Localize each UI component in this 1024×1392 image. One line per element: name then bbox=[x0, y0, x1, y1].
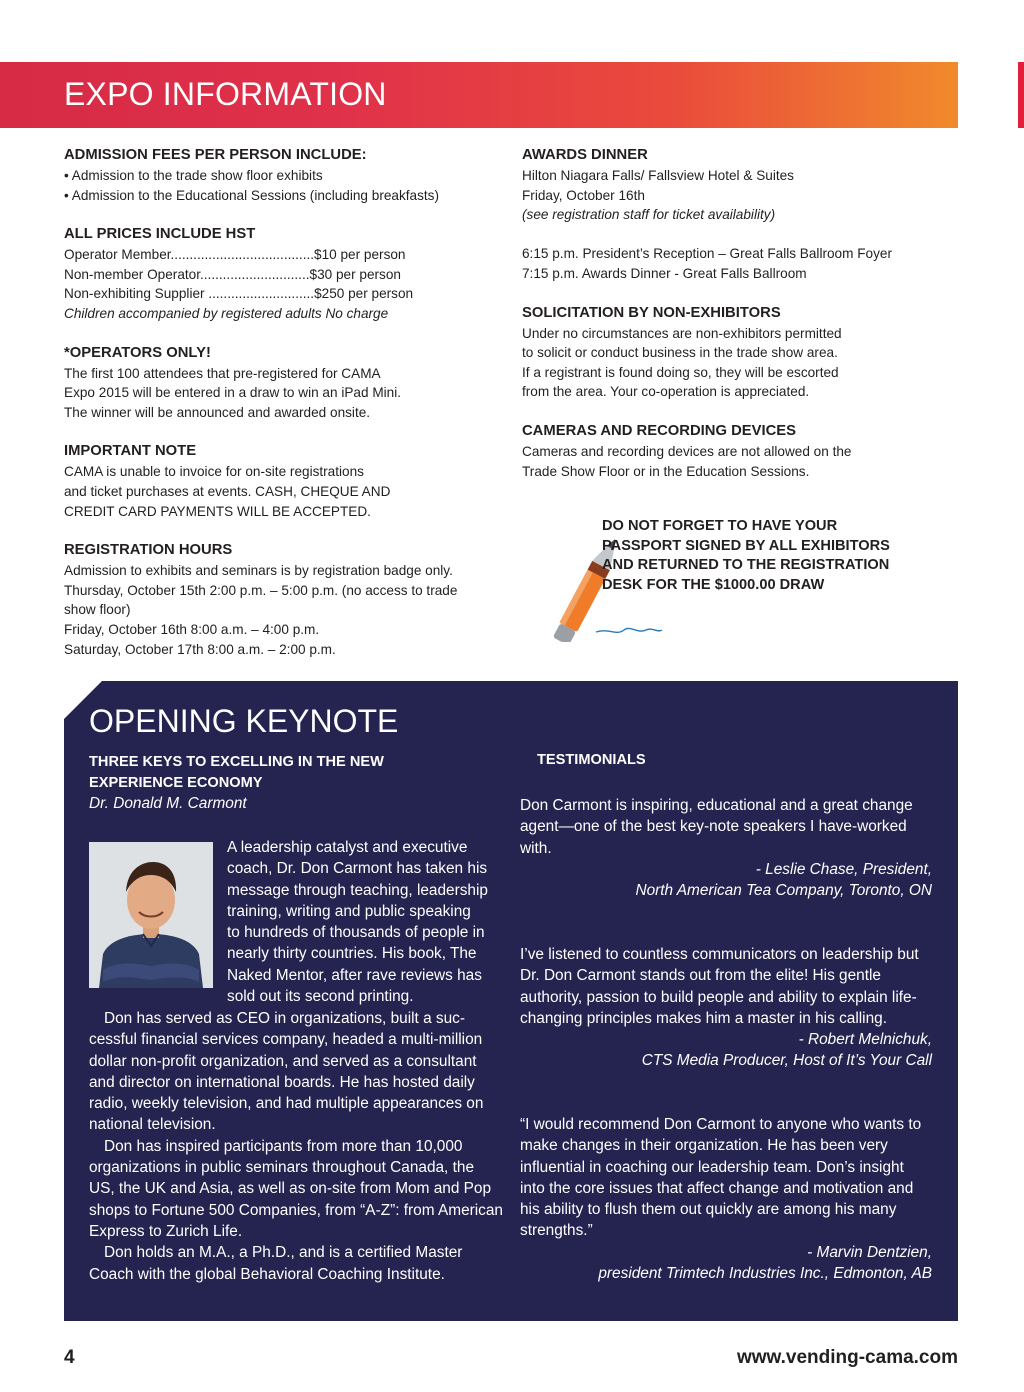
testimonial-name: - Marvin Dentzien, bbox=[807, 1243, 932, 1261]
dinner-line: Friday, October 16th bbox=[522, 187, 645, 203]
bio-paragraph: Don has served as CEO in organizations, built a suc-cessful financial services company, headed a multi-million dollar non-profit organization, and served as a consultant and director on international boards. He has hosted daily radio, weekly television, and had multiple appearances on national television. bbox=[89, 1010, 484, 1134]
dinner-note: (see registration staff for ticket availability) bbox=[522, 207, 776, 223]
keynote-author: Dr. Donald M. Carmont bbox=[89, 795, 247, 812]
speaker-photo bbox=[89, 842, 213, 988]
dinner-schedule-line: 6:15 p.m. President’s Reception – Great Falls Ballroom Foyer bbox=[522, 246, 892, 262]
important-line: and ticket purchases at events. CASH, CHEQUE AND bbox=[64, 483, 391, 499]
keynote-subtitle bbox=[89, 752, 449, 795]
keynote-bio bbox=[89, 1008, 503, 1285]
bio-line: to hundreds of thousands of people in bbox=[227, 924, 485, 942]
testimonial bbox=[520, 944, 932, 1072]
bio-paragraph: Don has inspired participants from more than 10,000 organizations in public seminars throughout Canada, the US, the UK and Asia, as well as on-site from Mom and Pop shops to Fortune 500 Companies, from “A-Z”: from American Express to Zurich Life. bbox=[89, 1137, 503, 1240]
solicitation-line: to solicit or conduct business in the trade show area. bbox=[522, 345, 838, 361]
testimonial-org: North American Tea Company, Toronto, ON bbox=[635, 882, 932, 900]
passport-reminder bbox=[602, 517, 952, 595]
hours-line: Saturday, October 17th 8:00 a.m. – 2:00 p.m. bbox=[64, 641, 336, 657]
website-link[interactable]: www.vending-cama.com bbox=[736, 1347, 958, 1368]
keynote-title: OPENING KEYNOTE bbox=[89, 703, 399, 739]
testimonial-text: “I would recommend Don Carmont to anyone who wants to make changes in their organization. He has been very influential in coaching our leadership team. Don’s insight into the core issues that affect change and motivation and his ability to flush them out quickly are among his many strengths.” bbox=[520, 1116, 922, 1240]
solicitation-line: If a registrant is found doing so, they will be escorted bbox=[522, 364, 839, 380]
bio-line: A leadership catalyst and executive bbox=[227, 839, 468, 856]
important-line: CREDIT CARD PAYMENTS WILL BE ACCEPTED. bbox=[64, 503, 371, 519]
passport-line: PASSPORT SIGNED BY ALL EXHIBITORS bbox=[602, 537, 890, 554]
operators-line: The first 100 attendees that pre-registered for CAMA bbox=[64, 365, 381, 381]
operators-line: The winner will be announced and awarded onsite. bbox=[64, 404, 371, 420]
side-accent-strip bbox=[1018, 62, 1024, 128]
testimonial bbox=[520, 1114, 932, 1284]
banner-title: EXPO INFORMATION bbox=[64, 76, 387, 112]
page-number: 4 bbox=[64, 1347, 75, 1368]
important-line: CAMA is unable to invoice for on-site registrations bbox=[64, 464, 364, 480]
keynote-subtitle-line: EXPERIENCE ECONOMY bbox=[89, 775, 263, 792]
operators-line: Expo 2015 will be entered in a draw to win an iPad Mini. bbox=[64, 385, 402, 401]
bio-line: coach, Dr. Don Carmont has taken his bbox=[227, 860, 488, 878]
testimonials-heading: TESTIMONIALS bbox=[537, 752, 646, 768]
cameras-line: Trade Show Floor or in the Education Sessions. bbox=[522, 463, 810, 479]
testimonial-name: - Robert Melnichuk, bbox=[798, 1031, 932, 1049]
dinner-schedule-line: 7:15 p.m. Awards Dinner - Great Falls Ballroom bbox=[522, 265, 807, 281]
passport-line: DESK FOR THE $1000.00 DRAW bbox=[602, 576, 825, 593]
price-line: Non-member Operator.............................$30 per person bbox=[64, 266, 401, 282]
solicitation-line: Under no circumstances are non-exhibitors permitted bbox=[522, 325, 842, 341]
testimonial-org: CTS Media Producer, Host of It’s Your Call bbox=[641, 1052, 932, 1070]
cameras-line: Cameras and recording devices are not allowed on the bbox=[522, 443, 852, 459]
hours-line: Friday, October 16th 8:00 a.m. – 4:00 p.m. bbox=[64, 621, 320, 637]
bio-line: nearly thirty countries. His book, The bbox=[227, 945, 477, 963]
dinner-line: Hilton Niagara Falls/ Fallsview Hotel & Suites bbox=[522, 168, 794, 183]
testimonial-text: I’ve listened to countless communicators on leadership but Dr. Don Carmont stands out from the elite! His gentle authority, passion to build people and ability to explain life-changing principles makes him a master in his calling. bbox=[520, 946, 919, 1027]
price-line: Operator Member......................................$10 per person bbox=[64, 247, 406, 263]
bio-paragraph: Don holds an M.A., a Ph.D., and is a certified Master Coach with the global Behavioral Coaching Institute. bbox=[89, 1244, 463, 1283]
solicitation-heading: SOLICITATION BY NON-EXHIBITORS bbox=[522, 304, 781, 321]
hours-line: Admission to exhibits and seminars is by registration badge only. bbox=[64, 563, 453, 579]
important-heading: IMPORTANT NOTE bbox=[64, 443, 197, 460]
testimonial bbox=[520, 795, 932, 901]
bio-line: training, writing and public speaking bbox=[227, 902, 471, 920]
expo-information-banner bbox=[0, 62, 958, 128]
hours-line: Thursday, October 15th 2:00 p.m. – 5:00 p.m. (no access to trade bbox=[64, 582, 458, 598]
hours-heading: REGISTRATION HOURS bbox=[64, 542, 233, 559]
testimonial-name: - Leslie Chase, President, bbox=[755, 860, 932, 878]
passport-line: DO NOT FORGET TO HAVE YOUR bbox=[602, 518, 838, 534]
prices-heading: ALL PRICES INCLUDE HST bbox=[64, 226, 256, 243]
keynote-bio-intro bbox=[227, 837, 503, 1007]
price-note: Children accompanied by registered adults No charge bbox=[64, 305, 389, 321]
bio-line: sold out its second printing. bbox=[227, 988, 414, 1006]
cameras-heading: CAMERAS AND RECORDING DEVICES bbox=[522, 422, 797, 439]
dinner-heading: AWARDS DINNER bbox=[522, 147, 648, 163]
passport-line: AND RETURNED TO THE REGISTRATION bbox=[602, 557, 890, 574]
admission-heading: ADMISSION FEES PER PERSON INCLUDE: bbox=[64, 147, 367, 163]
testimonial-org: president Trimtech Industries Inc., Edmonton, AB bbox=[598, 1265, 932, 1283]
operators-heading: *OPERATORS ONLY! bbox=[64, 344, 211, 361]
price-line: Non-exhibiting Supplier ............................$250 per person bbox=[64, 286, 414, 302]
right-column bbox=[522, 145, 952, 481]
testimonial-text: Don Carmont is inspiring, educational and a great change agent—one of the best key-note speakers I have-worked with. bbox=[520, 797, 913, 857]
hours-line: show floor) bbox=[64, 602, 131, 618]
bio-line: Naked Mentor, after rave reviews has bbox=[227, 966, 482, 984]
admission-item: • Admission to the Educational Sessions (including breakfasts) bbox=[64, 187, 440, 203]
keynote-subtitle-line: THREE KEYS TO EXCELLING IN THE NEW bbox=[89, 754, 384, 770]
solicitation-line: from the area. Your co-operation is appreciated. bbox=[522, 384, 810, 400]
left-column bbox=[64, 145, 504, 659]
bio-line: message through teaching, leadership bbox=[227, 881, 488, 899]
admission-item: • Admission to the trade show floor exhibits bbox=[64, 168, 323, 183]
